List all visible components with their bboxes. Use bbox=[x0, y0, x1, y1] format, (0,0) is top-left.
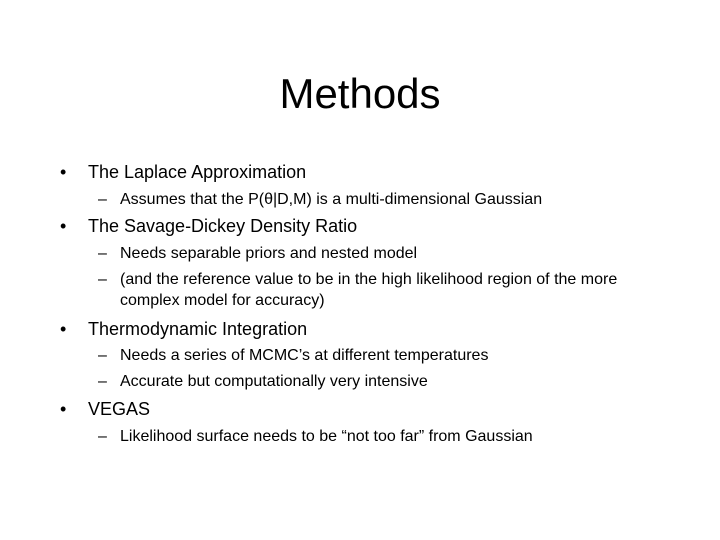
sub-bullet-text: Assumes that the P(θ|D,M) is a multi-dimensional Gaussian bbox=[120, 191, 543, 208]
bullet-dot: • bbox=[60, 216, 67, 236]
bullet-text: The Savage-Dickey Density Ratio bbox=[88, 216, 358, 236]
sub-bullet-dash: – bbox=[98, 373, 107, 390]
sub-bullet-dash: – bbox=[98, 428, 107, 445]
slide-title: Methods bbox=[279, 70, 441, 117]
sub-bullet-text: Needs separable priors and nested model bbox=[120, 245, 418, 262]
sub-bullet-text: Needs a series of MCMC’s at different temperatures bbox=[120, 347, 489, 364]
sub-bullet-text: Accurate but computationally very intensive bbox=[120, 373, 428, 390]
bullet-dot: • bbox=[60, 162, 67, 182]
sub-bullet-dash: – bbox=[98, 245, 107, 262]
bullet-text: VEGAS bbox=[88, 399, 151, 419]
sub-bullet-dash: – bbox=[98, 271, 107, 288]
sub-bullet-text: Likelihood surface needs to be “not too far” from Gaussian bbox=[120, 428, 533, 445]
bullet-text: The Laplace Approximation bbox=[88, 162, 307, 182]
bullet-text: Thermodynamic Integration bbox=[88, 319, 308, 339]
bullet-dot: • bbox=[60, 319, 67, 339]
sub-bullet-dash: – bbox=[98, 191, 107, 208]
sub-bullet-dash: – bbox=[98, 347, 107, 364]
bullet-dot: • bbox=[60, 399, 67, 419]
sub-bullet-text: (and the reference value to be in the high likelihood region of the more complex model for accuracy) bbox=[120, 271, 618, 309]
